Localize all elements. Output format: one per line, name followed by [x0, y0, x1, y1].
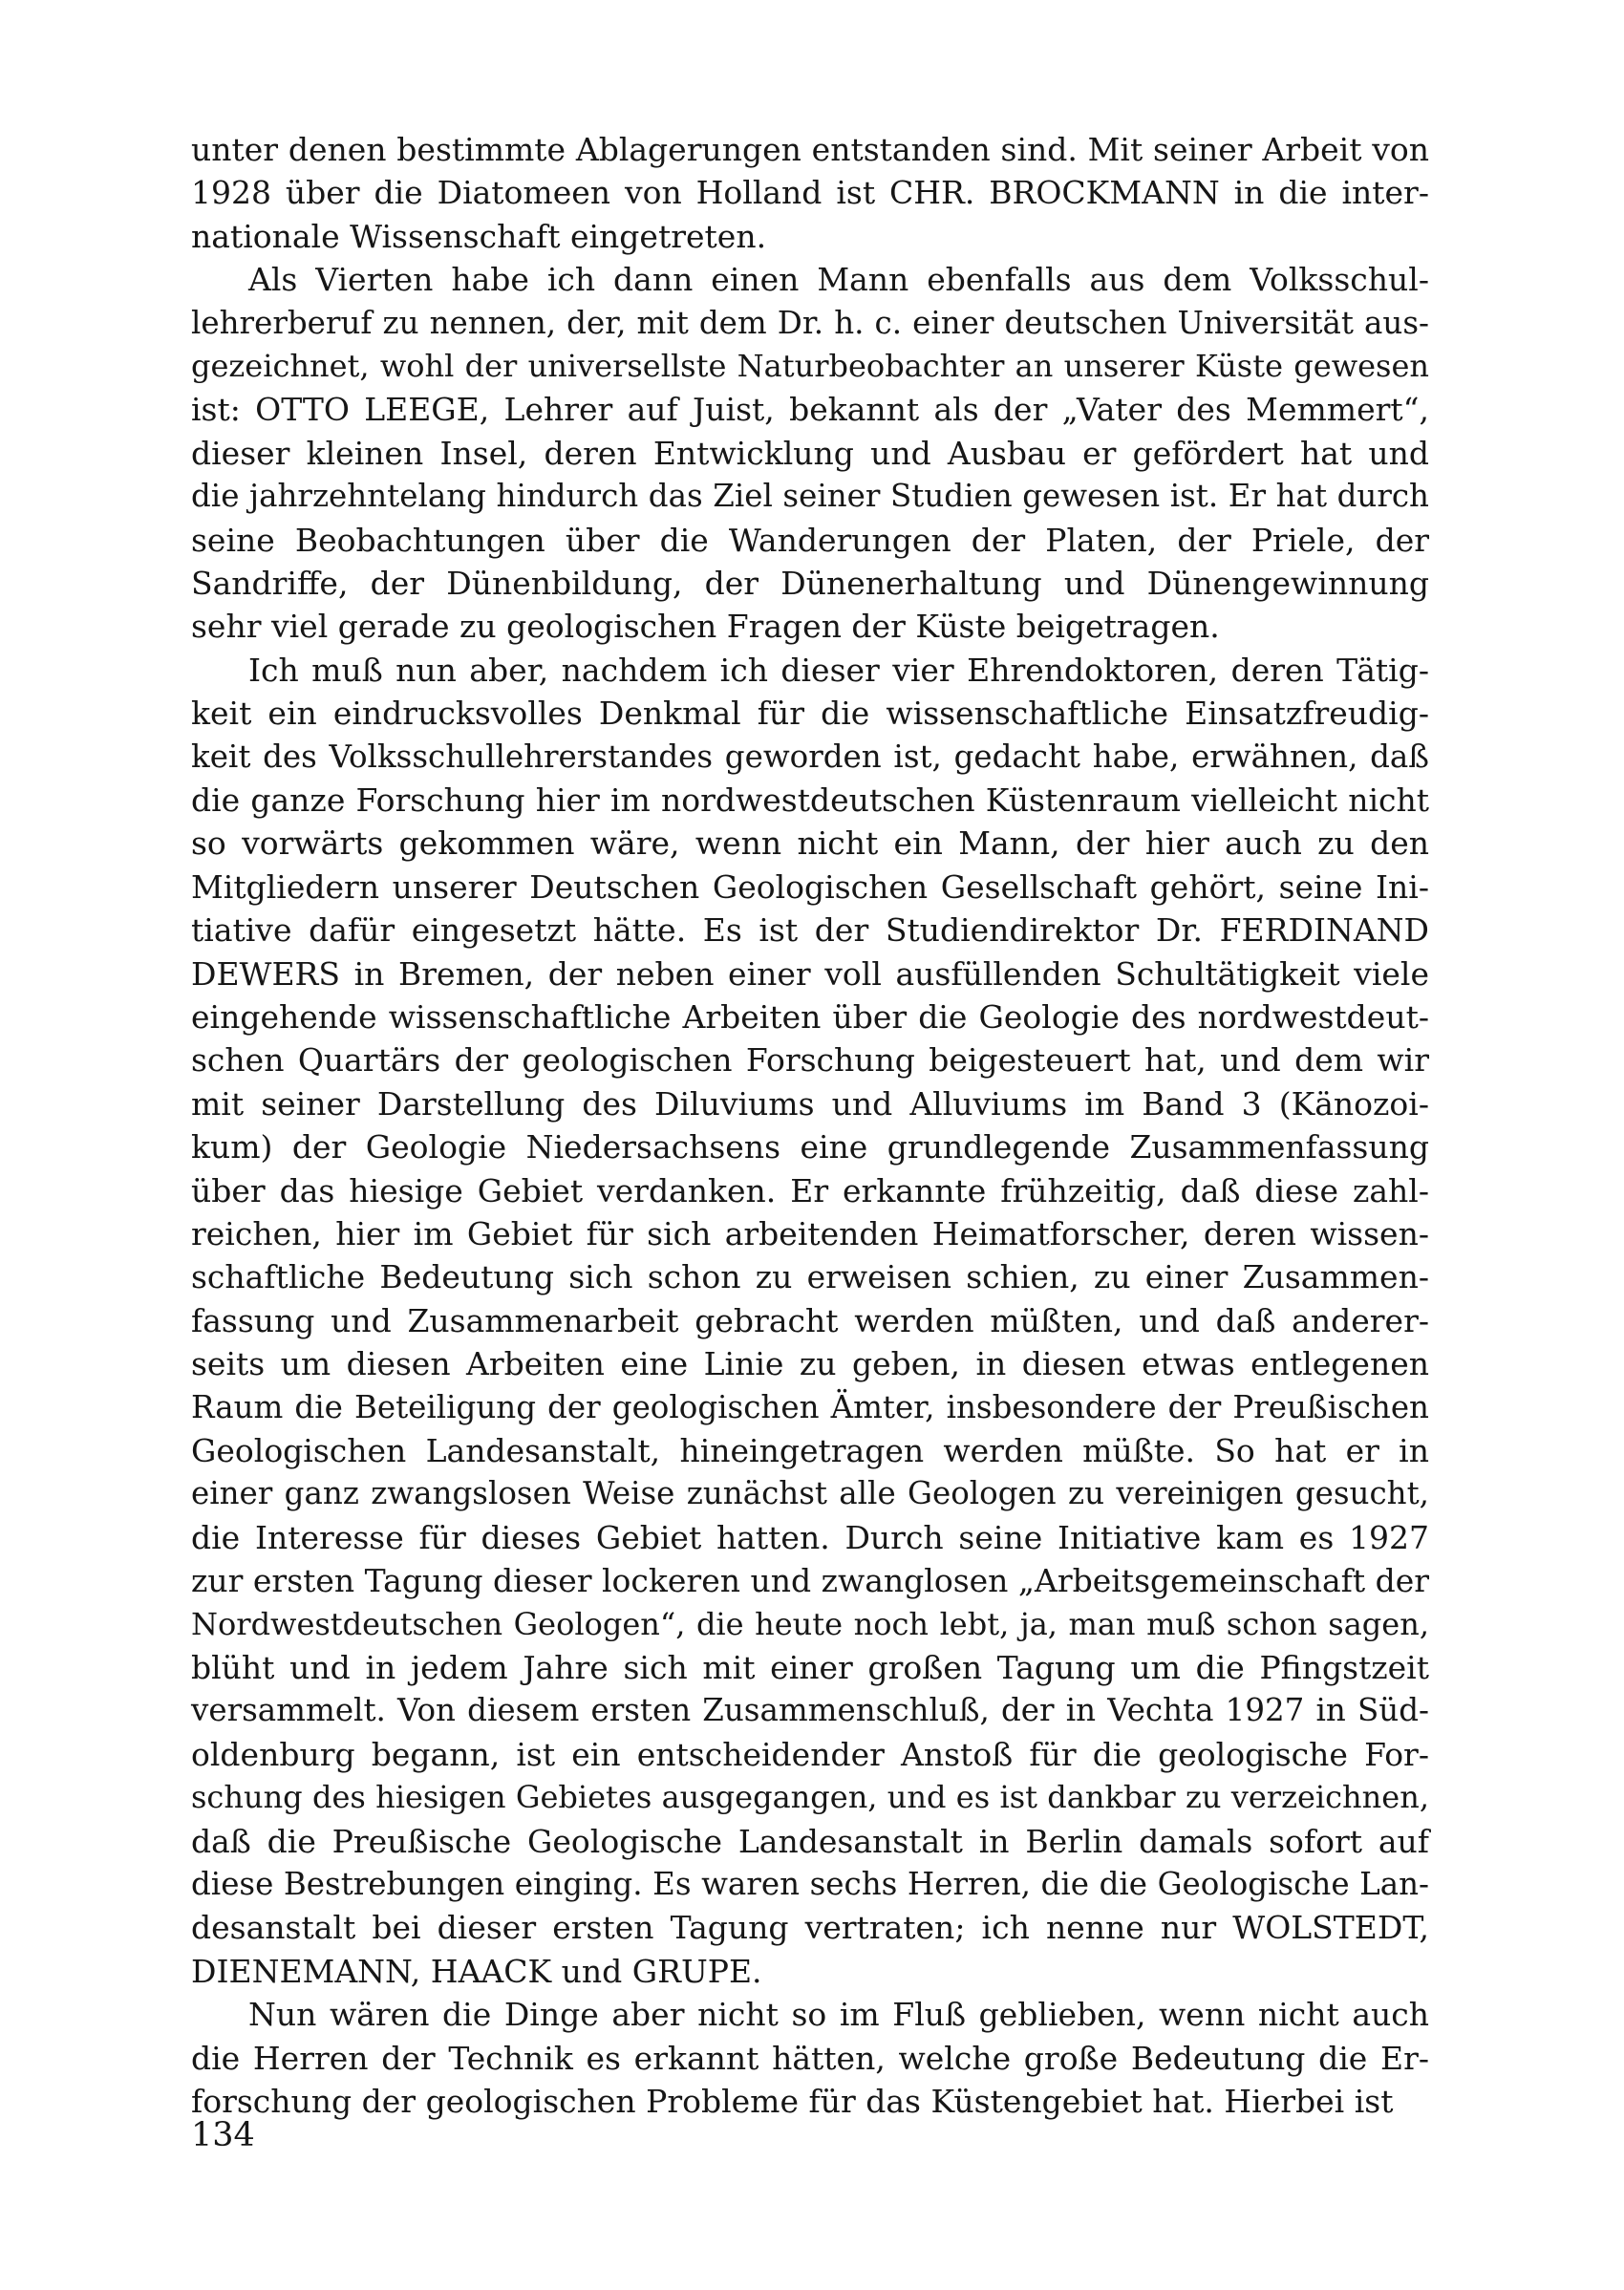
text-line: Raum die Beteiligung der geologischen Ämter, insbesondere der Preußischen: [191, 1388, 1429, 1425]
text-line: sehr viel gerade zu geologischen Fragen der Küste beigetragen.: [191, 608, 1220, 646]
text-line: seine Beobachtungen über die Wanderungen der Platen, der Priele, der: [191, 521, 1429, 559]
text-line: die jahrzehntelang hindurch das Ziel seiner Studien gewesen ist. Er hat durch: [191, 478, 1429, 515]
text-line: diese Bestrebungen einging. Es waren sechs Herren, die die Geologische Lan-: [191, 1866, 1429, 1902]
text-line: kum) der Geologie Niedersachsens eine grundlegende Zusammenfassung: [191, 1128, 1429, 1166]
text-line: ist: OTTO LEEGE, Lehrer auf Juist, bekannt als der „Vater des Memmert“,: [191, 391, 1429, 429]
text-line: oldenburg begann, ist ein entscheidender Anstoß für die geologische For-: [191, 1735, 1429, 1773]
text-line: dieser kleinen Insel, deren Entwicklung und Ausbau er gefördert hat und: [191, 434, 1429, 472]
text-line: fassung und Zusammenarbeit gebracht werden müßten, und daß anderer-: [191, 1301, 1429, 1339]
text-line: schung des hiesigen Gebietes ausgegangen, und es ist dankbar zu verzeichnen,: [191, 1779, 1429, 1816]
text-line: eingehende wissenschaftliche Arbeiten über die Geologie des nordwestdeut-: [191, 998, 1429, 1036]
text-line: 1928 über die Diatomeen von Holland ist CHR. BROCKMANN in die inter-: [191, 174, 1429, 212]
text-line: versammelt. Von diesem ersten Zusammenschluß, der in Vechta 1927 in Süd-: [191, 1692, 1429, 1729]
text-line: Ich muß nun aber, nachdem ich dieser vier Ehrendoktoren, deren Tätig-: [248, 651, 1429, 689]
text-line: Mitgliedern unserer Deutschen Geologischen Gesellschaft gehört, seine Ini-: [191, 867, 1429, 906]
text-line: die ganze Forschung hier im nordwestdeutschen Küstenraum vielleicht nicht: [191, 781, 1429, 819]
text-line: schen Quartärs der geologischen Forschung beigesteuert hat, und dem wir: [191, 1041, 1429, 1080]
text-line: Sandriffe, der Dünenbildung, der Dünenerhaltung und Dünengewinnung: [191, 565, 1429, 602]
text-line: nationale Wissenschaft eingetreten.: [191, 217, 767, 255]
text-line: seits um diesen Arbeiten eine Linie zu geben, in diesen etwas entlegenen: [191, 1345, 1429, 1383]
page-body-text: [191, 128, 1429, 2153]
text-line: Nun wären die Dinge aber nicht so im Fluß geblieben, wenn nicht auch: [248, 1996, 1429, 2034]
text-line: Geologischen Landesanstalt, hineingetragen werden müßte. So hat er in: [191, 1432, 1429, 1469]
text-line: unter denen bestimmte Ablagerungen entstanden sind. Mit seiner Arbeit von: [191, 131, 1429, 168]
text-line: Als Vierten habe ich dann einen Mann ebenfalls aus dem Volksschul-: [248, 261, 1429, 299]
text-line: keit ein eindrucksvolles Denkmal für die wissenschaftliche Einsatzfreudig-: [191, 695, 1429, 733]
text-line: DEWERS in Bremen, der neben einer voll ausfüllenden Schultätigkeit viele: [191, 954, 1429, 993]
text-line: blüht und in jedem Jahre sich mit einer großen Tagung um die Pfingstzeit: [191, 1649, 1429, 1686]
text-line: Nordwestdeutschen Geologen“, die heute noch lebt, ja, man muß schon sagen,: [191, 1605, 1429, 1642]
text-line: gezeichnet, wohl der universellste Naturbeobachter an unserer Küste gewesen: [191, 348, 1429, 384]
text-line: so vorwärts gekommen wäre, wenn nicht ein Mann, der hier auch zu den: [191, 824, 1429, 863]
text-line: über das hiesige Gebiet verdanken. Er erkannte frühzeitig, daß diese zahl-: [191, 1171, 1429, 1209]
text-line: mit seiner Darstellung des Diluviums und Alluviums im Band 3 (Känozoi-: [191, 1084, 1429, 1123]
page-number: 134: [191, 2116, 255, 2154]
text-line: die Interesse für dieses Gebiet hatten. Durch seine Initiative kam es 1927: [191, 1518, 1429, 1556]
text-line: desanstalt bei dieser ersten Tagung vertraten; ich nenne nur WOLSTEDT,: [191, 1909, 1429, 1947]
text-line: daß die Preußische Geologische Landesanstalt in Berlin damals sofort auf: [191, 1822, 1429, 1860]
text-line: DIENEMANN, HAACK und GRUPE.: [191, 1952, 762, 1990]
text-line: lehrerberuf zu nennen, der, mit dem Dr. h. c. einer deutschen Universität aus-: [191, 304, 1429, 341]
text-line: einer ganz zwangslosen Weise zunächst alle Geologen zu vereinigen gesucht,: [191, 1475, 1429, 1512]
text-line: tiative dafür eingesetzt hätte. Es ist der Studiendirektor Dr. FERDINAND: [191, 911, 1429, 950]
text-line: forschung der geologischen Probleme für das Küstengebiet hat. Hierbei ist: [191, 2083, 1394, 2120]
text-line: zur ersten Tagung dieser lockeren und zwanglosen „Arbeitsgemeinschaft der: [191, 1562, 1430, 1600]
text-line: keit des Volksschullehrerstandes geworden ist, gedacht habe, erwähnen, daß: [191, 738, 1429, 775]
text-line: die Herren der Technik es erkannt hätten, welche große Bedeutung die Er-: [191, 2039, 1429, 2077]
text-line: reichen, hier im Gebiet für sich arbeitenden Heimatforscher, deren wissen-: [191, 1215, 1429, 1252]
text-line: schaftliche Bedeutung sich schon zu erweisen schien, zu einer Zusammen-: [191, 1258, 1429, 1296]
